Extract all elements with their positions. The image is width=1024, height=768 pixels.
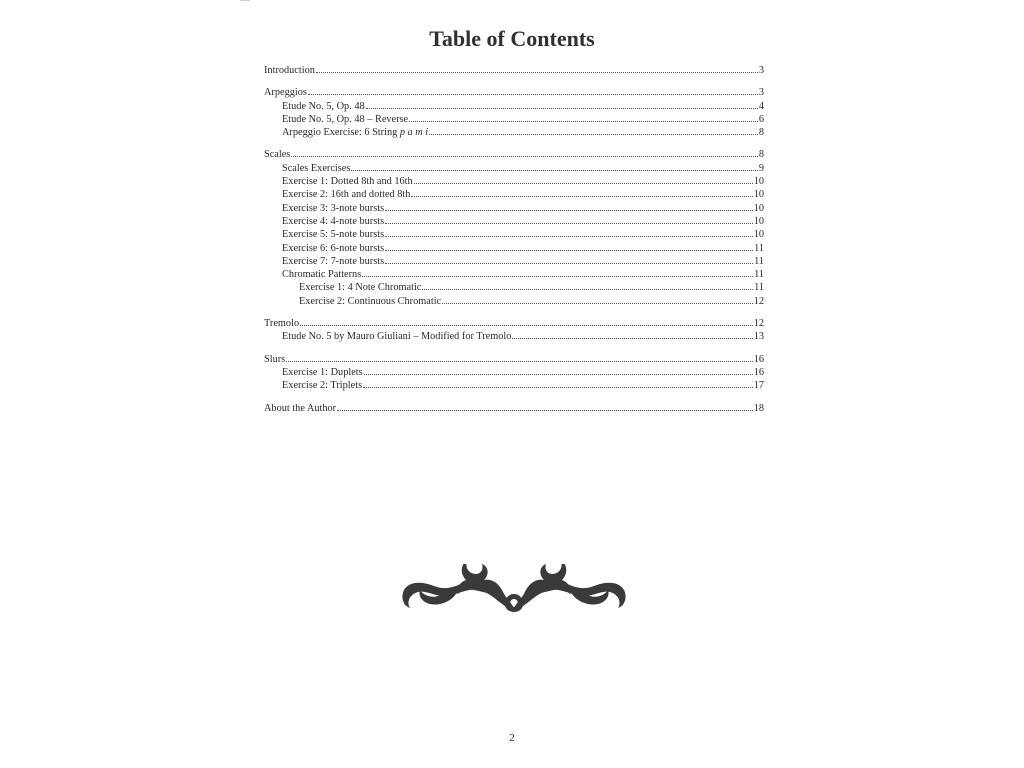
toc-entry-text: Exercise 7: 7-note bursts: [282, 255, 385, 267]
floral-scroll-ornament-icon: [396, 564, 632, 626]
toc-entry-page: 10: [753, 215, 764, 227]
toc-entry[interactable]: [264, 215, 764, 228]
toc-entry-text: Exercise 4: 4-note bursts: [282, 215, 385, 227]
toc-entry-page: 10: [753, 176, 764, 188]
toc-entry[interactable]: [264, 295, 764, 308]
toc-entry[interactable]: [264, 366, 764, 379]
dot-leader: [351, 162, 758, 171]
toc-entry-label: [299, 281, 421, 294]
toc-entry[interactable]: [264, 100, 764, 113]
toc-entry-page: 9: [758, 162, 764, 174]
toc-entry-label: [282, 228, 384, 241]
toc-entry-page: 8: [758, 127, 764, 139]
toc-entry-label: [264, 64, 315, 77]
toc-entry-text: Tremolo: [264, 318, 300, 330]
dot-leader: [291, 148, 758, 157]
toc-section: [264, 317, 764, 344]
toc-entry-text: Exercise 3: 3-note bursts: [282, 202, 385, 214]
toc-section: [264, 402, 764, 415]
dot-leader: [286, 353, 753, 362]
toc-entry[interactable]: [264, 255, 764, 268]
toc-entry-text: Arpeggios: [264, 87, 307, 99]
table-of-contents: [264, 64, 764, 424]
toc-entry[interactable]: [264, 281, 764, 294]
toc-entry-label: [282, 242, 384, 255]
dot-leader: [422, 281, 753, 290]
toc-entry[interactable]: [264, 113, 764, 126]
toc-entry-text: Introduction: [264, 65, 315, 76]
toc-entry-label: [299, 295, 441, 308]
toc-entry-text: Exercise 1: Dotted 8th and 16th: [282, 176, 413, 188]
toc-entry-text: Exercise 1: 4 Note Chromatic: [299, 282, 422, 294]
toc-section: [264, 353, 764, 393]
toc-entry-label: [264, 353, 285, 366]
toc-entry-text: Exercise 1: Duplets: [282, 366, 363, 378]
toc-entry-page: 13: [753, 331, 764, 343]
toc-entry[interactable]: [264, 228, 764, 241]
toc-entry-text: Chromatic Patterns: [282, 269, 362, 281]
toc-entry-text: About the Author: [264, 402, 337, 414]
toc-entry-label: [264, 317, 299, 330]
toc-entry-text: Slurs: [264, 353, 286, 365]
toc-entry[interactable]: [264, 268, 764, 281]
toc-entry[interactable]: [264, 175, 764, 188]
toc-entry[interactable]: [264, 162, 764, 175]
dot-leader: [366, 100, 758, 109]
toc-entry-page: 3: [758, 87, 764, 99]
toc-entry-page: 10: [753, 189, 764, 201]
toc-entry-text: Exercise 5: 5-note bursts: [282, 229, 385, 241]
toc-entry[interactable]: [264, 202, 764, 215]
dot-leader: [442, 295, 753, 304]
dot-leader: [385, 242, 753, 251]
toc-entry-page: 12: [753, 318, 764, 330]
toc-entry[interactable]: [264, 379, 764, 392]
toc-entry-text: Arpeggio Exercise: 6 String: [282, 127, 398, 139]
dot-leader: [414, 175, 753, 184]
dot-leader: [308, 86, 758, 95]
toc-entry-text: Etude No. 5, Op. 48: [282, 100, 365, 112]
toc-entry-page: 17: [753, 380, 764, 392]
toc-entry[interactable]: [264, 64, 764, 77]
toc-entry-label: [282, 188, 410, 201]
toc-entry-page: 3: [758, 65, 764, 76]
dot-leader: [512, 330, 752, 339]
dot-leader: [337, 402, 753, 411]
toc-entry[interactable]: [264, 86, 764, 99]
toc-entry-page: 4: [758, 100, 764, 112]
page-title: Table of Contents: [429, 26, 595, 51]
dot-leader: [409, 113, 758, 122]
toc-entry-text: Exercise 6: 6-note bursts: [282, 242, 385, 254]
toc-entry-label: [264, 148, 290, 161]
toc-entry-italic-text: p a m i: [399, 127, 429, 139]
toc-section: [264, 64, 764, 77]
toc-entry-page: 16: [753, 366, 764, 378]
dot-leader: [411, 188, 752, 197]
toc-entry-text: Exercise 2: Triplets: [282, 380, 363, 392]
toc-entry-label: [282, 255, 384, 268]
toc-entry-label: [282, 268, 361, 281]
toc-entry[interactable]: [264, 148, 764, 161]
toc-entry-page: 11: [754, 282, 764, 294]
dot-leader: [385, 228, 753, 237]
toc-entry-page: 11: [754, 269, 764, 281]
toc-entry-page: 18: [753, 402, 764, 414]
toc-entry-page: 6: [758, 113, 764, 125]
dot-leader: [316, 64, 758, 73]
toc-entry-label: [282, 113, 408, 126]
toc-entry[interactable]: [264, 188, 764, 201]
toc-entry[interactable]: [264, 126, 764, 139]
toc-entry-page: 10: [753, 229, 764, 241]
toc-entry-label: [282, 215, 384, 228]
toc-entry-page: 11: [754, 255, 764, 267]
toc-entry-text: Scales Exercises: [282, 162, 351, 174]
toc-entry-label: [282, 379, 362, 392]
toc-entry-page: 11: [754, 242, 764, 254]
toc-section: [264, 148, 764, 308]
toc-entry-text: Etude No. 5, Op. 48 – Reverse: [282, 113, 409, 125]
toc-entry-page: 12: [753, 295, 764, 307]
toc-entry[interactable]: [264, 402, 764, 415]
toc-entry[interactable]: [264, 330, 764, 343]
toc-entry-text: Exercise 2: 16th and dotted 8th: [282, 189, 411, 201]
toc-entry-label: [264, 86, 307, 99]
dot-leader: [363, 379, 753, 388]
toc-entry-page: 10: [753, 202, 764, 214]
dot-leader: [364, 366, 753, 375]
toc-entry[interactable]: [264, 242, 764, 255]
toc-entry-label: [264, 402, 336, 415]
toc-entry-label: [282, 100, 365, 113]
toc-entry-label: [282, 202, 384, 215]
toc-entry-page: 16: [753, 353, 764, 365]
toc-entry-text: Exercise 2: Continuous Chromatic: [299, 295, 442, 307]
toc-entry-label: [282, 175, 413, 188]
page-number: 2: [509, 732, 515, 744]
scan-edge-mark: [240, 0, 250, 7]
toc-entry-text: Scales: [264, 149, 291, 161]
toc-entry[interactable]: [264, 353, 764, 366]
toc-entry-label: [282, 330, 511, 343]
toc-entry-label: [282, 162, 350, 175]
dot-leader: [300, 317, 753, 326]
toc-entry-page: 8: [758, 149, 764, 161]
toc-entry-label: [282, 366, 363, 379]
dot-leader: [429, 126, 758, 135]
toc-section: [264, 86, 764, 139]
dot-leader: [362, 268, 753, 277]
toc-entry[interactable]: [264, 317, 764, 330]
toc-entry-label: [282, 126, 428, 139]
dot-leader: [385, 215, 753, 224]
dot-leader: [385, 255, 753, 264]
dot-leader: [385, 202, 753, 211]
toc-entry-text: Etude No. 5 by Mauro Giuliani – Modified for Tremolo: [282, 331, 512, 343]
